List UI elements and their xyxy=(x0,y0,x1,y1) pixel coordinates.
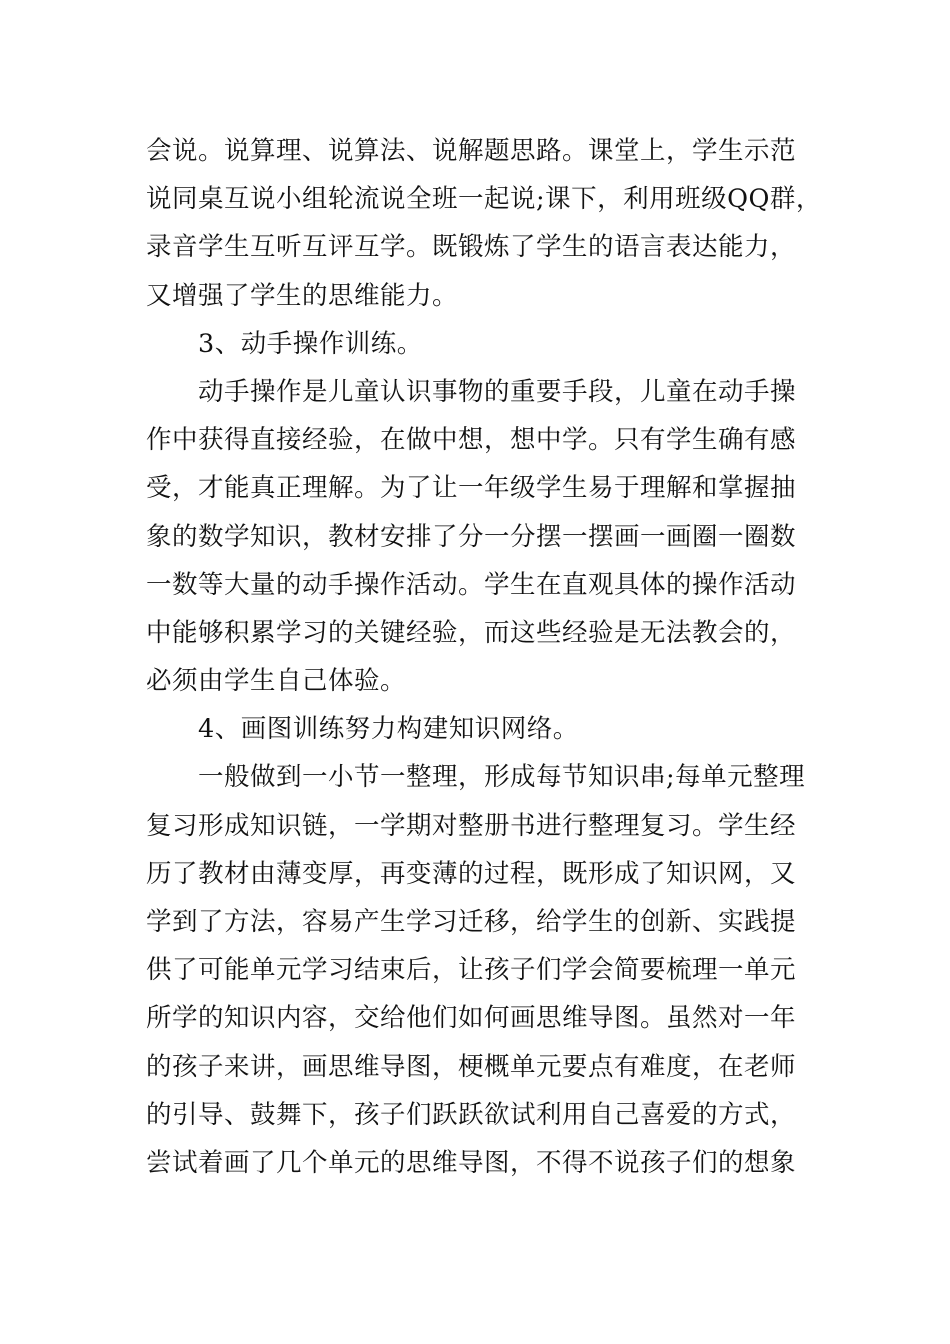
text-line: 中能够积累学习的关键经验，而这些经验是无法教会的， xyxy=(146,617,797,648)
text-line: 又增强了学生的思维能力。 xyxy=(146,280,459,311)
text-line: 学到了方法，容易产生学习迁移，给学生的创新、实践提 xyxy=(146,907,797,937)
text-line: 历了教材由薄变厚，再变薄的过程，既形成了知识网，又 xyxy=(146,858,797,889)
text-line: 供了可能单元学习结束后，让孩子们学会简要梳理一单元 xyxy=(146,955,797,986)
text-line: 一数等大量的动手操作活动。学生在直观具体的操作活动 xyxy=(146,569,797,600)
document-body xyxy=(146,127,822,1187)
text-line: 动手操作是儿童认识事物的重要手段，儿童在动手操 xyxy=(198,376,797,407)
text-line: 说同桌互说小组轮流说全班一起说;课下，利用班级QQ群， xyxy=(146,184,822,215)
text-line: 受，才能真正理解。为了让一年级学生易于理解和掌握抽 xyxy=(146,473,797,504)
text-line: 复习形成知识链，一学期对整册书进行整理复习。学生经 xyxy=(146,810,797,841)
section-heading: 3、动手操作训练。 xyxy=(198,328,423,359)
section-heading: 4、画图训练努力构建知识网络。 xyxy=(198,714,579,745)
text-line: 的引导、鼓舞下，孩子们跃跃欲试利用自己喜爱的方式， xyxy=(146,1099,797,1130)
text-line: 必须由学生自己体验。 xyxy=(146,666,407,697)
text-line: 象的数学知识，教材安排了分一分摆一摆画一画圈一圈数 xyxy=(146,521,797,552)
text-line: 一般做到一小节一整理，形成每节知识串;每单元整理 xyxy=(198,762,806,793)
text-line: 会说。说算理、说算法、说解题思路。课堂上，学生示范 xyxy=(146,136,797,166)
text-line: 尝试着画了几个单元的思维导图，不得不说孩子们的想象 xyxy=(146,1147,797,1178)
text-line: 作中获得直接经验，在做中想，想中学。只有学生确有感 xyxy=(146,425,797,456)
text-line: 的孩子来讲，画思维导图，梗概单元要点有难度，在老师 xyxy=(146,1051,797,1082)
text-line: 所学的知识内容，交给他们如何画思维导图。虽然对一年 xyxy=(146,1003,797,1034)
text-line: 录音学生互听互评互学。既锻炼了学生的语言表达能力， xyxy=(146,232,797,263)
